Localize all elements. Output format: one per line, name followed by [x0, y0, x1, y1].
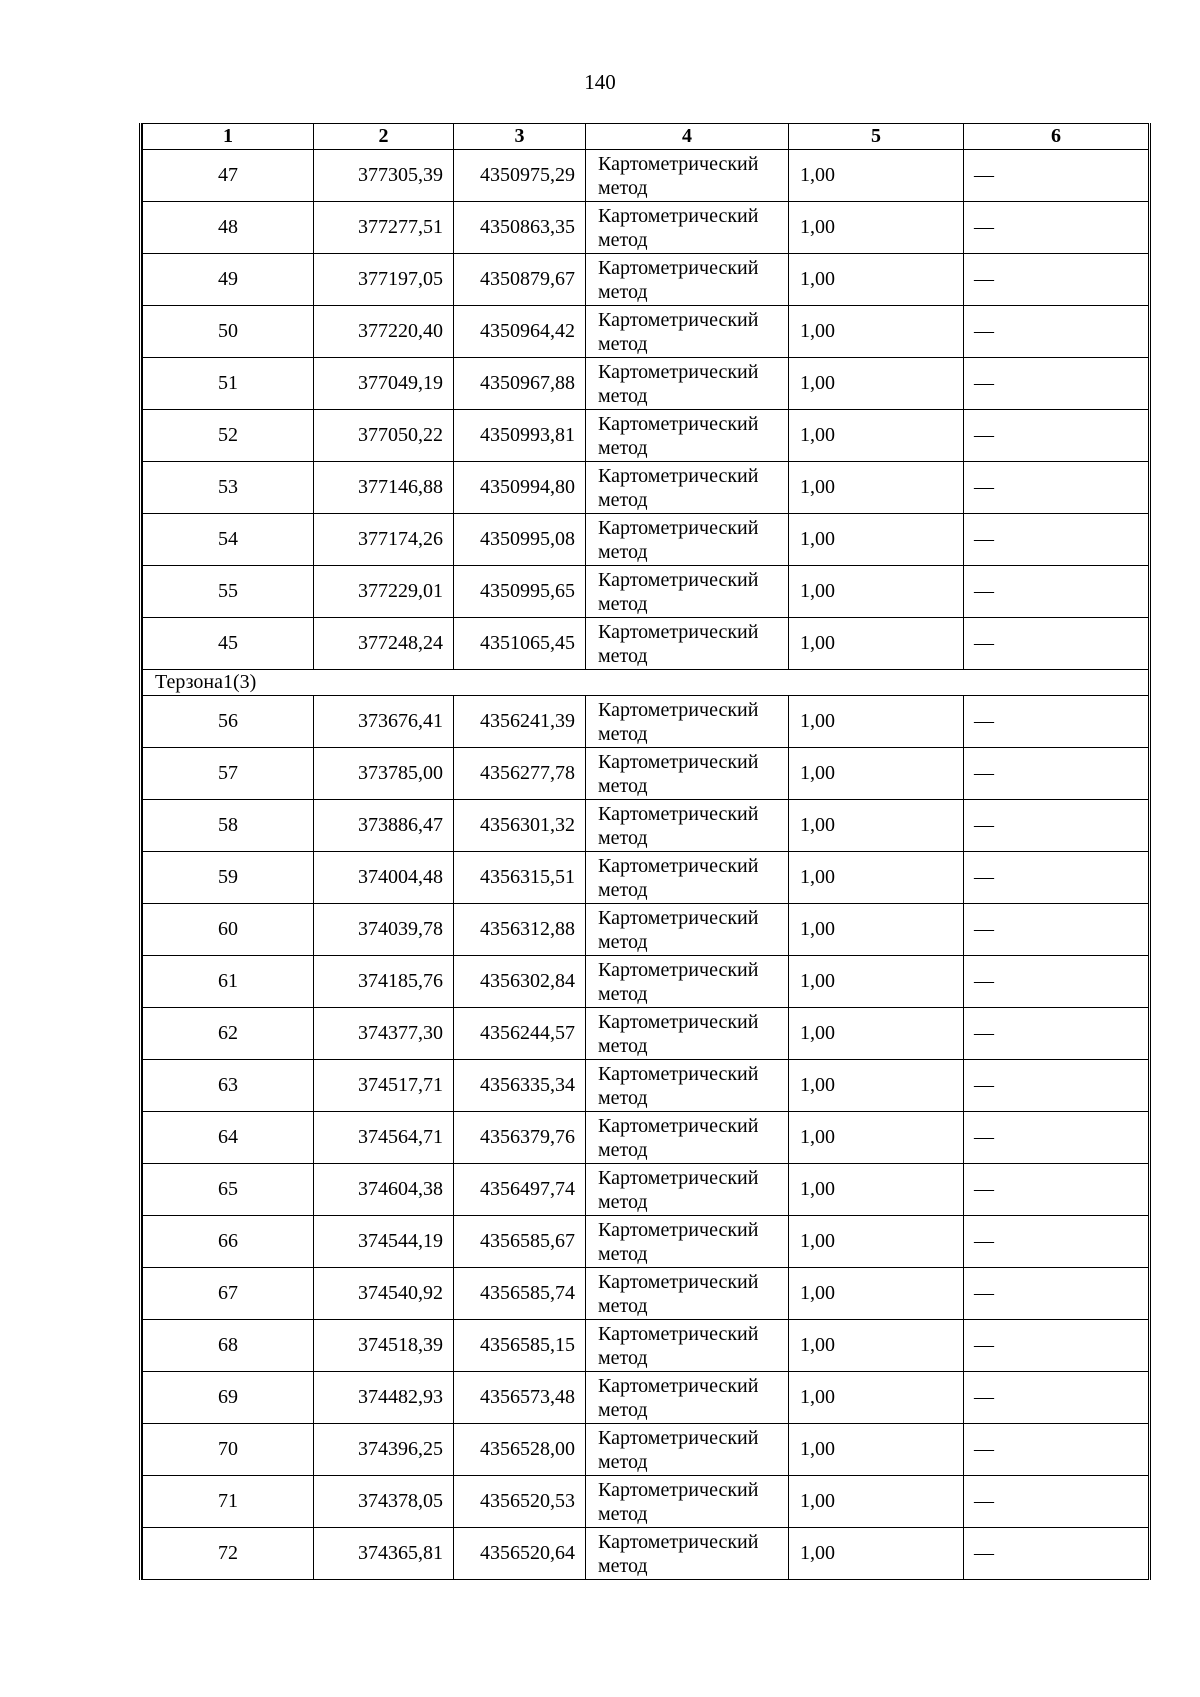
method-cell: Картометрический метод — [586, 254, 789, 306]
header-col-5: 5 — [789, 124, 964, 150]
accuracy-cell: 1,00 — [789, 202, 964, 254]
y-coordinate-cell: 4350995,08 — [454, 514, 586, 566]
table-row — [143, 254, 1149, 306]
table-row — [143, 904, 1149, 956]
description-cell: — — [964, 514, 1149, 566]
description-cell: — — [964, 202, 1149, 254]
description-cell: — — [964, 852, 1149, 904]
accuracy-cell: 1,00 — [789, 904, 964, 956]
table-row — [143, 514, 1149, 566]
point-number-cell: 72 — [143, 1528, 314, 1580]
description-cell: — — [964, 1372, 1149, 1424]
point-number-cell: 48 — [143, 202, 314, 254]
point-number-cell: 45 — [143, 618, 314, 670]
accuracy-cell: 1,00 — [789, 800, 964, 852]
x-coordinate-cell: 374039,78 — [314, 904, 454, 956]
accuracy-cell: 1,00 — [789, 1164, 964, 1216]
table-row — [143, 748, 1149, 800]
description-cell: — — [964, 306, 1149, 358]
method-cell: Картометрический метод — [586, 1424, 789, 1476]
y-coordinate-cell: 4356497,74 — [454, 1164, 586, 1216]
point-number-cell: 61 — [143, 956, 314, 1008]
method-cell: Картометрический метод — [586, 800, 789, 852]
accuracy-cell: 1,00 — [789, 1372, 964, 1424]
description-cell: — — [964, 358, 1149, 410]
point-number-cell: 66 — [143, 1216, 314, 1268]
point-number-cell: 55 — [143, 566, 314, 618]
description-cell: — — [964, 696, 1149, 748]
accuracy-cell: 1,00 — [789, 1060, 964, 1112]
header-col-3: 3 — [454, 124, 586, 150]
y-coordinate-cell: 4356585,15 — [454, 1320, 586, 1372]
description-cell: — — [964, 150, 1149, 202]
table-row — [143, 202, 1149, 254]
accuracy-cell: 1,00 — [789, 150, 964, 202]
point-number-cell: 68 — [143, 1320, 314, 1372]
table-body — [143, 150, 1149, 1580]
description-cell: — — [964, 800, 1149, 852]
description-cell: — — [964, 1164, 1149, 1216]
y-coordinate-cell: 4350863,35 — [454, 202, 586, 254]
description-cell: — — [964, 1268, 1149, 1320]
x-coordinate-cell: 374544,19 — [314, 1216, 454, 1268]
point-number-cell: 51 — [143, 358, 314, 410]
point-number-cell: 57 — [143, 748, 314, 800]
y-coordinate-cell: 4350879,67 — [454, 254, 586, 306]
point-number-cell: 52 — [143, 410, 314, 462]
table-row — [143, 566, 1149, 618]
x-coordinate-cell: 377277,51 — [314, 202, 454, 254]
table-header-row — [143, 124, 1149, 150]
x-coordinate-cell: 377197,05 — [314, 254, 454, 306]
x-coordinate-cell: 374482,93 — [314, 1372, 454, 1424]
point-number-cell: 54 — [143, 514, 314, 566]
description-cell: — — [964, 956, 1149, 1008]
x-coordinate-cell: 377050,22 — [314, 410, 454, 462]
method-cell: Картометрический метод — [586, 358, 789, 410]
accuracy-cell: 1,00 — [789, 566, 964, 618]
header-col-6: 6 — [964, 124, 1149, 150]
y-coordinate-cell: 4350993,81 — [454, 410, 586, 462]
point-number-cell: 70 — [143, 1424, 314, 1476]
x-coordinate-cell: 374377,30 — [314, 1008, 454, 1060]
point-number-cell: 53 — [143, 462, 314, 514]
x-coordinate-cell: 374518,39 — [314, 1320, 454, 1372]
description-cell: — — [964, 1320, 1149, 1372]
y-coordinate-cell: 4356585,67 — [454, 1216, 586, 1268]
table-row — [143, 1372, 1149, 1424]
accuracy-cell: 1,00 — [789, 1216, 964, 1268]
point-number-cell: 50 — [143, 306, 314, 358]
method-cell: Картометрический метод — [586, 1060, 789, 1112]
accuracy-cell: 1,00 — [789, 306, 964, 358]
x-coordinate-cell: 374517,71 — [314, 1060, 454, 1112]
x-coordinate-cell: 374564,71 — [314, 1112, 454, 1164]
accuracy-cell: 1,00 — [789, 254, 964, 306]
method-cell: Картометрический метод — [586, 618, 789, 670]
method-cell: Картометрический метод — [586, 306, 789, 358]
y-coordinate-cell: 4350995,65 — [454, 566, 586, 618]
method-cell: Картометрический метод — [586, 1372, 789, 1424]
table-row — [143, 1476, 1149, 1528]
point-number-cell: 56 — [143, 696, 314, 748]
method-cell: Картометрический метод — [586, 904, 789, 956]
method-cell: Картометрический метод — [586, 1164, 789, 1216]
x-coordinate-cell: 377248,24 — [314, 618, 454, 670]
x-coordinate-cell: 374004,48 — [314, 852, 454, 904]
accuracy-cell: 1,00 — [789, 1476, 964, 1528]
y-coordinate-cell: 4350967,88 — [454, 358, 586, 410]
method-cell: Картометрический метод — [586, 514, 789, 566]
y-coordinate-cell: 4350975,29 — [454, 150, 586, 202]
y-coordinate-cell: 4356528,00 — [454, 1424, 586, 1476]
y-coordinate-cell: 4350964,42 — [454, 306, 586, 358]
accuracy-cell: 1,00 — [789, 358, 964, 410]
table-row — [143, 618, 1149, 670]
description-cell: — — [964, 618, 1149, 670]
coordinates-table-wrapper — [139, 123, 1151, 1580]
x-coordinate-cell: 374396,25 — [314, 1424, 454, 1476]
accuracy-cell: 1,00 — [789, 852, 964, 904]
accuracy-cell: 1,00 — [789, 696, 964, 748]
accuracy-cell: 1,00 — [789, 618, 964, 670]
table-row — [143, 1528, 1149, 1580]
x-coordinate-cell: 377146,88 — [314, 462, 454, 514]
table-row — [143, 150, 1149, 202]
y-coordinate-cell: 4356585,74 — [454, 1268, 586, 1320]
accuracy-cell: 1,00 — [789, 1424, 964, 1476]
table-row — [143, 1320, 1149, 1372]
point-number-cell: 60 — [143, 904, 314, 956]
y-coordinate-cell: 4356301,32 — [454, 800, 586, 852]
page-number: 140 — [584, 70, 616, 94]
accuracy-cell: 1,00 — [789, 1112, 964, 1164]
y-coordinate-cell: 4351065,45 — [454, 618, 586, 670]
x-coordinate-cell: 377174,26 — [314, 514, 454, 566]
y-coordinate-cell: 4356277,78 — [454, 748, 586, 800]
x-coordinate-cell: 374365,81 — [314, 1528, 454, 1580]
table-row — [143, 1008, 1149, 1060]
accuracy-cell: 1,00 — [789, 1528, 964, 1580]
description-cell: — — [964, 254, 1149, 306]
table-row — [143, 1164, 1149, 1216]
point-number-cell: 58 — [143, 800, 314, 852]
accuracy-cell: 1,00 — [789, 514, 964, 566]
description-cell: — — [964, 1060, 1149, 1112]
description-cell: — — [964, 1216, 1149, 1268]
y-coordinate-cell: 4356335,34 — [454, 1060, 586, 1112]
accuracy-cell: 1,00 — [789, 1320, 964, 1372]
method-cell: Картометрический метод — [586, 1268, 789, 1320]
table-row — [143, 1112, 1149, 1164]
table-row — [143, 462, 1149, 514]
table-row — [143, 696, 1149, 748]
point-number-cell: 71 — [143, 1476, 314, 1528]
description-cell: — — [964, 410, 1149, 462]
method-cell: Картометрический метод — [586, 748, 789, 800]
x-coordinate-cell: 374540,92 — [314, 1268, 454, 1320]
description-cell: — — [964, 1008, 1149, 1060]
description-cell: — — [964, 1528, 1149, 1580]
header-col-2: 2 — [314, 124, 454, 150]
method-cell: Картометрический метод — [586, 852, 789, 904]
y-coordinate-cell: 4356312,88 — [454, 904, 586, 956]
point-number-cell: 65 — [143, 1164, 314, 1216]
method-cell: Картометрический метод — [586, 1528, 789, 1580]
x-coordinate-cell: 374378,05 — [314, 1476, 454, 1528]
description-cell: — — [964, 1112, 1149, 1164]
accuracy-cell: 1,00 — [789, 748, 964, 800]
y-coordinate-cell: 4356315,51 — [454, 852, 586, 904]
table-row — [143, 1216, 1149, 1268]
method-cell: Картометрический метод — [586, 1112, 789, 1164]
description-cell: — — [964, 566, 1149, 618]
accuracy-cell: 1,00 — [789, 1268, 964, 1320]
method-cell: Картометрический метод — [586, 1476, 789, 1528]
header-col-4: 4 — [586, 124, 789, 150]
coordinates-table — [142, 123, 1149, 1580]
y-coordinate-cell: 4356244,57 — [454, 1008, 586, 1060]
accuracy-cell: 1,00 — [789, 1008, 964, 1060]
y-coordinate-cell: 4356520,64 — [454, 1528, 586, 1580]
description-cell: — — [964, 462, 1149, 514]
section-row — [143, 670, 1149, 696]
accuracy-cell: 1,00 — [789, 956, 964, 1008]
method-cell: Картометрический метод — [586, 150, 789, 202]
accuracy-cell: 1,00 — [789, 462, 964, 514]
description-cell: — — [964, 748, 1149, 800]
x-coordinate-cell: 377229,01 — [314, 566, 454, 618]
point-number-cell: 59 — [143, 852, 314, 904]
x-coordinate-cell: 373886,47 — [314, 800, 454, 852]
table-row — [143, 306, 1149, 358]
method-cell: Картометрический метод — [586, 462, 789, 514]
x-coordinate-cell: 377220,40 — [314, 306, 454, 358]
table-row — [143, 1060, 1149, 1112]
y-coordinate-cell: 4356302,84 — [454, 956, 586, 1008]
x-coordinate-cell: 377049,19 — [314, 358, 454, 410]
header-col-1: 1 — [143, 124, 314, 150]
table-row — [143, 1268, 1149, 1320]
y-coordinate-cell: 4356520,53 — [454, 1476, 586, 1528]
point-number-cell: 49 — [143, 254, 314, 306]
point-number-cell: 69 — [143, 1372, 314, 1424]
x-coordinate-cell: 377305,39 — [314, 150, 454, 202]
x-coordinate-cell: 374604,38 — [314, 1164, 454, 1216]
point-number-cell: 47 — [143, 150, 314, 202]
table-row — [143, 800, 1149, 852]
method-cell: Картометрический метод — [586, 566, 789, 618]
table-row — [143, 1424, 1149, 1476]
method-cell: Картометрический метод — [586, 410, 789, 462]
point-number-cell: 67 — [143, 1268, 314, 1320]
table-row — [143, 358, 1149, 410]
table-row — [143, 410, 1149, 462]
x-coordinate-cell: 373785,00 — [314, 748, 454, 800]
method-cell: Картометрический метод — [586, 696, 789, 748]
y-coordinate-cell: 4350994,80 — [454, 462, 586, 514]
table-row — [143, 956, 1149, 1008]
x-coordinate-cell: 374185,76 — [314, 956, 454, 1008]
description-cell: — — [964, 1476, 1149, 1528]
method-cell: Картометрический метод — [586, 1008, 789, 1060]
y-coordinate-cell: 4356379,76 — [454, 1112, 586, 1164]
y-coordinate-cell: 4356241,39 — [454, 696, 586, 748]
x-coordinate-cell: 373676,41 — [314, 696, 454, 748]
description-cell: — — [964, 904, 1149, 956]
point-number-cell: 62 — [143, 1008, 314, 1060]
method-cell: Картометрический метод — [586, 1320, 789, 1372]
method-cell: Картометрический метод — [586, 956, 789, 1008]
accuracy-cell: 1,00 — [789, 410, 964, 462]
y-coordinate-cell: 4356573,48 — [454, 1372, 586, 1424]
method-cell: Картометрический метод — [586, 202, 789, 254]
point-number-cell: 64 — [143, 1112, 314, 1164]
section-label: Терзона1(3) — [143, 670, 1149, 696]
description-cell: — — [964, 1424, 1149, 1476]
method-cell: Картометрический метод — [586, 1216, 789, 1268]
point-number-cell: 63 — [143, 1060, 314, 1112]
table-row — [143, 852, 1149, 904]
